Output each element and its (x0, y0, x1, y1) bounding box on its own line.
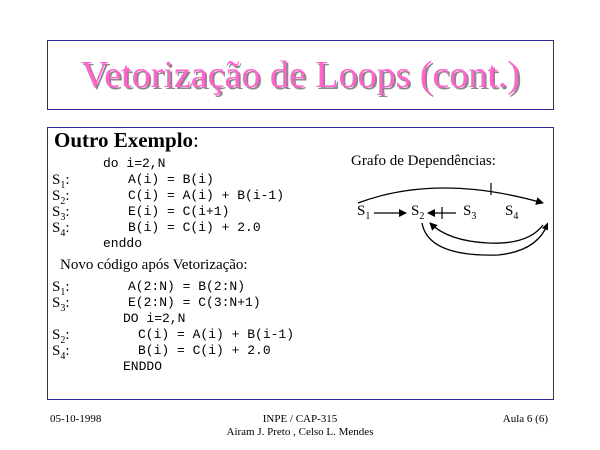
footer-lecture: Aula 6 (6) (502, 413, 548, 425)
stmt-code: B(i) = C(i) + 2.0 (128, 220, 261, 235)
do-line-2: DO i=2,N (123, 311, 186, 326)
stmt-code: C(i) = A(i) + B(i-1) (128, 188, 285, 203)
stmt-label: $S_1$: (52, 279, 70, 298)
edge-s1-s4 (358, 188, 543, 203)
content-box (47, 127, 554, 400)
code2-row-s2 (48, 327, 368, 346)
stmt-code: E(i) = C(i+1) (128, 204, 230, 219)
stmt-label: $S_2$: (52, 327, 70, 346)
footer-course: INPE / CAP-315 (262, 413, 338, 425)
stmt-code: C(i) = A(i) + B(i-1) (138, 327, 295, 342)
do-line: do i=2,N (103, 156, 166, 171)
heading-bold: Outro Exemplo (54, 128, 194, 152)
enddo-line-2: ENDDO (123, 359, 163, 374)
section-heading (54, 128, 199, 153)
footer-authors: Airam J. Preto , Celso L. Mendes (226, 426, 374, 438)
code1-row-s4 (48, 220, 348, 239)
enddo-line: enddo (103, 236, 143, 251)
edge-s4-s2 (430, 223, 543, 243)
edge-s2-s4 (422, 223, 548, 255)
graph-node-s3: $S_3$ (463, 203, 477, 222)
title-box (47, 40, 554, 110)
stmt-label: $S_2$: (52, 188, 70, 207)
code2-row-s1 (48, 279, 368, 298)
code2-row-s4 (48, 343, 368, 362)
code2-row-s3 (48, 295, 368, 314)
stmt-code: A(2:N) = B(2:N) (128, 279, 246, 294)
graph-title: Grafo de Dependências: (351, 153, 496, 169)
graph-node-s4: $S_4$ (505, 203, 519, 222)
stmt-label: $S_4$: (52, 343, 70, 362)
stmt-label: $S_3$: (52, 295, 70, 314)
footer-date: 05-10-1998 (50, 413, 102, 425)
stmt-label: $S_4$: (52, 220, 70, 239)
new-code-title: Novo código após Vetorização: (60, 257, 248, 273)
code1-row-s2 (48, 188, 348, 207)
slide-title: Vetorização de Loops (cont.) (81, 54, 520, 96)
code1-row-s3 (48, 204, 348, 223)
graph-node-s1: $S_1$ (357, 203, 371, 222)
stmt-label: $S_1$: (52, 172, 70, 191)
stmt-label: $S_3$: (52, 204, 70, 223)
stmt-code: B(i) = C(i) + 2.0 (138, 343, 271, 358)
heading-colon: : (193, 128, 199, 152)
stmt-code: E(2:N) = C(3:N+1) (128, 295, 261, 310)
code1-row-s1 (48, 172, 348, 191)
graph-node-s2: $S_2$ (411, 203, 425, 222)
stmt-code: A(i) = B(i) (128, 172, 214, 187)
